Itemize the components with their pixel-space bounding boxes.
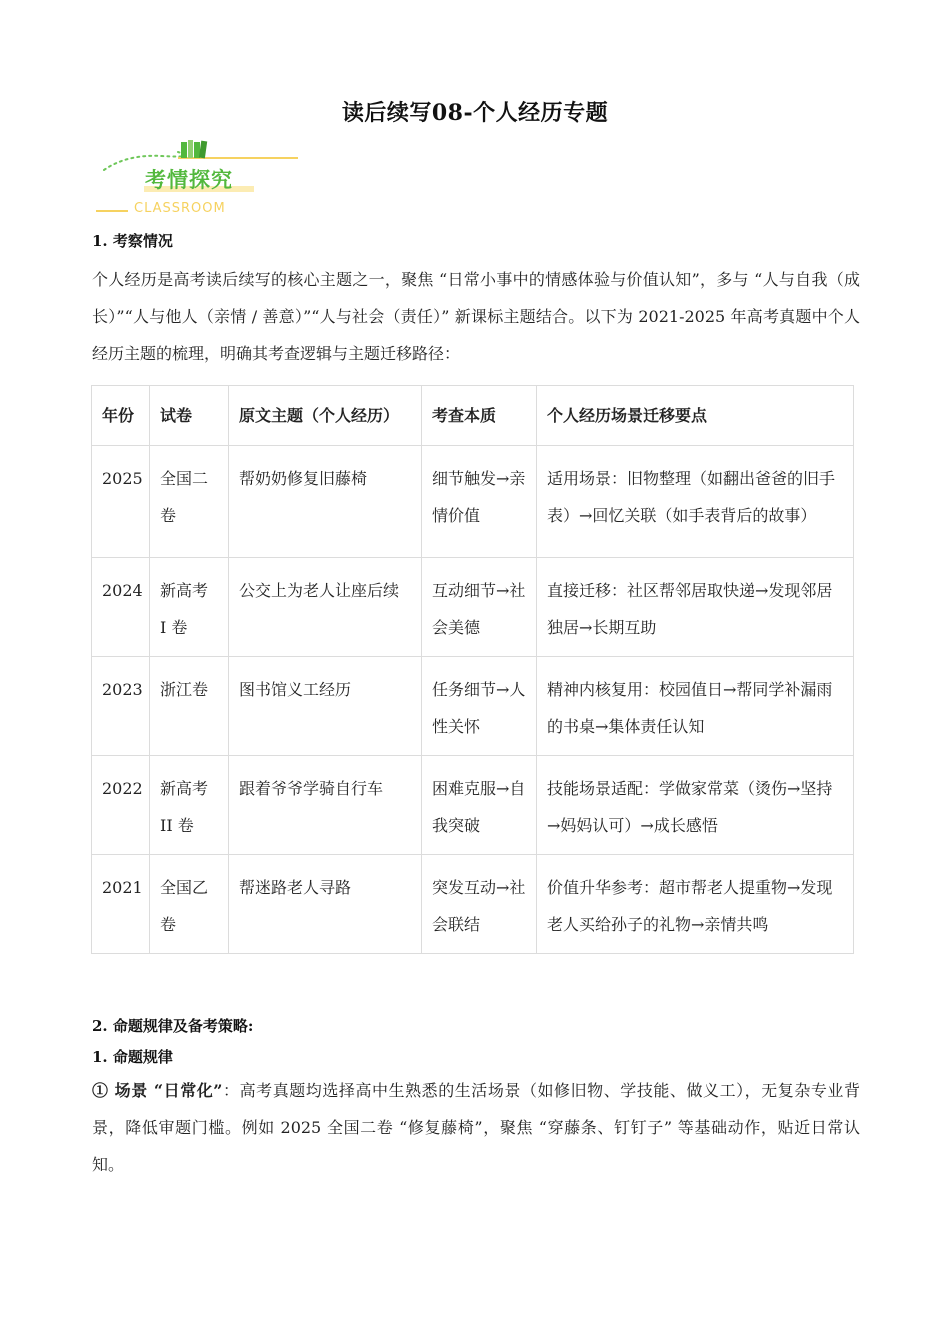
- cell-year: 2023: [92, 657, 150, 756]
- point-colon: ：: [222, 1081, 240, 1100]
- header-paper: 试卷: [150, 386, 229, 446]
- cell-year: 2022: [92, 756, 150, 855]
- cell-theme: 公交上为老人让座后续: [229, 558, 422, 657]
- header-essence: 考查本质: [422, 386, 537, 446]
- cell-essence: 细节触发→亲情价值: [422, 446, 537, 558]
- cell-paper: 浙江卷: [150, 657, 229, 756]
- cell-theme: 图书馆义工经历: [229, 657, 422, 756]
- section-heading-2: 2. 命题规律及备考策略:: [92, 1017, 254, 1035]
- subheading-rules: 1. 命题规律: [92, 1048, 173, 1066]
- cell-migration: 精神内核复用：校园值日→帮同学补漏雨的书桌→集体责任认知: [537, 657, 854, 756]
- header-theme: 原文主题（个人经历）: [229, 386, 422, 446]
- cell-paper: 全国二卷: [150, 446, 229, 558]
- cell-theme: 帮奶奶修复旧藤椅: [229, 446, 422, 558]
- page-title: 读后续写08-个人经历专题: [341, 100, 609, 126]
- table-row: [92, 756, 854, 855]
- banner-subtitle: CLASSROOM: [134, 201, 226, 216]
- exam-table: [91, 385, 854, 954]
- intro-paragraph: 个人经历是高考读后续写的核心主题之一，聚焦 “日常小事中的情感体验与价值认知”，多与 “人与自我（成长）”“人与他人（亲情 / 善意）”“人与社会（责任）” 新课标主题结合。以下为 2021-2025 年高考真题中个人经历主题的梳理，明确其考查逻辑与主题迁移路径：: [92, 270, 860, 363]
- table-header-row: [92, 386, 854, 446]
- cell-essence: 任务细节→人性关怀: [422, 657, 537, 756]
- cell-paper: 新高考 I 卷: [150, 558, 229, 657]
- cell-year: 2025: [92, 446, 150, 558]
- cell-year: 2024: [92, 558, 150, 657]
- table-row: [92, 446, 854, 558]
- section-banner: [92, 136, 302, 220]
- cell-essence: 互动细节→社会美德: [422, 558, 537, 657]
- banner-title: 考情探究: [145, 168, 233, 192]
- cell-migration: 适用场景：旧物整理（如翻出爸爸的旧手表）→回忆关联（如手表背后的故事）: [537, 446, 854, 558]
- books-icon: [181, 140, 207, 158]
- cell-essence: 困难克服→自我突破: [422, 756, 537, 855]
- cell-migration: 价值升华参考：超市帮老人提重物→发现老人买给孙子的礼物→亲情共鸣: [537, 855, 854, 954]
- rule-point-1: [92, 1072, 860, 1183]
- cell-theme: 跟着爷爷学骑自行车: [229, 756, 422, 855]
- cell-migration: 直接迁移：社区帮邻居取快递→发现邻居独居→长期互助: [537, 558, 854, 657]
- header-year: 年份: [92, 386, 150, 446]
- cell-year: 2021: [92, 855, 150, 954]
- cell-paper: 新高考 II 卷: [150, 756, 229, 855]
- header-migration: 个人经历场景迁移要点: [537, 386, 854, 446]
- cell-migration: 技能场景适配：学做家常菜（烫伤→坚持→妈妈认可）→成长感悟: [537, 756, 854, 855]
- cell-theme: 帮迷路老人寻路: [229, 855, 422, 954]
- table-row: [92, 855, 854, 954]
- table-row: [92, 657, 854, 756]
- section-heading-1: 1. 考察情况: [92, 232, 173, 250]
- cell-essence: 突发互动→社会联结: [422, 855, 537, 954]
- cell-paper: 全国乙卷: [150, 855, 229, 954]
- point-text: 高考真题均选择高中生熟悉的生活场景（如修旧物、学技能、做义工），无复杂专业背景，降低审题门槛。例如 2025 全国二卷 “修复藤椅”，聚焦 “穿藤条、钉钉子” 等基础动作，贴近日常认知。: [92, 1081, 860, 1174]
- table-row: [92, 558, 854, 657]
- point-label: ① 场景 “日常化”: [92, 1081, 223, 1100]
